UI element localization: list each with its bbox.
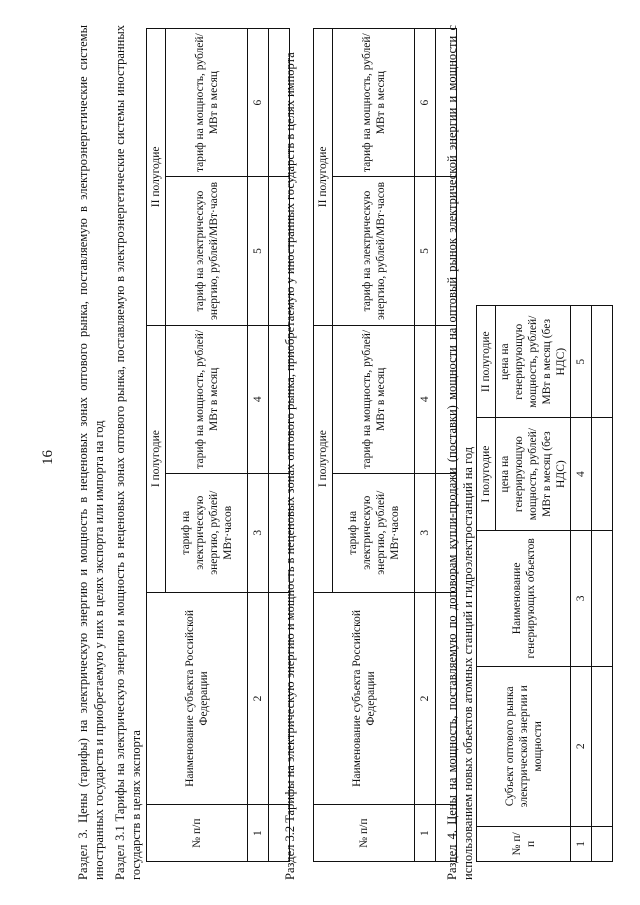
header-number: № п/п <box>147 805 248 862</box>
header-generating-objects: Наименование генерирующих объектов <box>477 530 571 666</box>
header-market-subject: Субъект оптового рынка электрической энергии и мощности <box>477 666 571 826</box>
number-cell: 1 <box>571 826 592 861</box>
header-subject: Наименование субъекта Российской Федерации <box>314 592 415 805</box>
number-cell: 3 <box>571 530 592 666</box>
header-number: № п/п <box>477 826 571 861</box>
page-number: 16 <box>40 450 56 465</box>
number-cell: 5 <box>248 177 269 325</box>
section-3-title: Раздел 3. Цены (тарифы) на электрическую энергию и мощность в неценовых зонах оптового рынка, поставляемую в электроэнергетические системы иностранных государств и приобретаемую у них в целях экспорта или импорта на год <box>76 25 106 880</box>
number-row <box>571 306 592 862</box>
header-half-2: II полугодие <box>314 29 333 326</box>
header-energy-tariff-2: тариф на электрическую энергию, рублей/МВт·часов <box>166 177 248 325</box>
number-cell: 3 <box>248 473 269 592</box>
number-cell: 3 <box>415 473 436 592</box>
header-subject: Наименование субъекта Российской Федерации <box>147 592 248 805</box>
header-power-tariff-1: тариф на мощность, рублей/МВт в месяц <box>333 325 415 473</box>
number-row <box>248 29 269 862</box>
header-half-1: I полугодие <box>314 325 333 592</box>
number-cell: 6 <box>248 29 269 177</box>
number-cell: 4 <box>571 418 592 530</box>
header-half-2: II полугодие <box>147 29 166 326</box>
number-cell: 4 <box>248 325 269 473</box>
number-cell: 6 <box>415 29 436 177</box>
header-energy-tariff-1: тариф на электрическую энергию, рублей/МВт·часов <box>166 473 248 592</box>
number-row <box>415 29 436 862</box>
number-cell: 4 <box>415 325 436 473</box>
header-price-1: цена на генерирующую мощность, рублей/МВт в месяц (без НДС) <box>496 418 571 530</box>
number-cell: 2 <box>248 592 269 805</box>
empty-row <box>592 306 613 862</box>
section-3-1-title: Раздел 3.1 Тарифы на электрическую энергию и мощность в неценовых зонах оптового рынка, поставляемую в электроэнергетические системы иностранных государств в целях экспорта <box>113 25 143 880</box>
header-half-1: I полугодие <box>477 418 496 530</box>
number-cell: 1 <box>415 805 436 862</box>
table-3-1 <box>146 28 290 862</box>
header-half-2: II полугодие <box>477 306 496 418</box>
header-energy-tariff-2: тариф на электрическую энергию, рублей/МВт·часов <box>333 177 415 325</box>
number-cell: 5 <box>571 306 592 418</box>
section-4-title: Раздел 4. Цены на мощность, поставляемую по договорам купли-продажи (поставки) мощности на оптовый рынок электрической энергии и мощности с использованием новых объектов атомных станций и гидроэлектростанций на год <box>445 25 475 880</box>
table-4 <box>476 305 613 862</box>
header-power-tariff-1: тариф на мощность, рублей/МВт в месяц <box>166 325 248 473</box>
section-3-2-title: Раздел 3.2 Тарифы на электрическую энергию и мощность в неценовых зонах оптового рынка, приобретаемую у иностранных государств в целях импорта <box>283 52 297 880</box>
number-cell: 5 <box>415 177 436 325</box>
header-energy-tariff-1: тариф на электрическую энергию, рублей/МВт·часов <box>333 473 415 592</box>
header-half-1: I полугодие <box>147 325 166 592</box>
header-power-tariff-2: тариф на мощность, рублей/МВт в месяц <box>166 29 248 177</box>
number-cell: 2 <box>415 592 436 805</box>
number-cell: 1 <box>248 805 269 862</box>
header-price-2: цена на генерирующую мощность, рублей/МВт в месяц (без НДС) <box>496 306 571 418</box>
header-power-tariff-2: тариф на мощность, рублей/МВт в месяц <box>333 29 415 177</box>
number-cell: 2 <box>571 666 592 826</box>
table-3-2 <box>313 28 457 862</box>
header-number: № п/п <box>314 805 415 862</box>
